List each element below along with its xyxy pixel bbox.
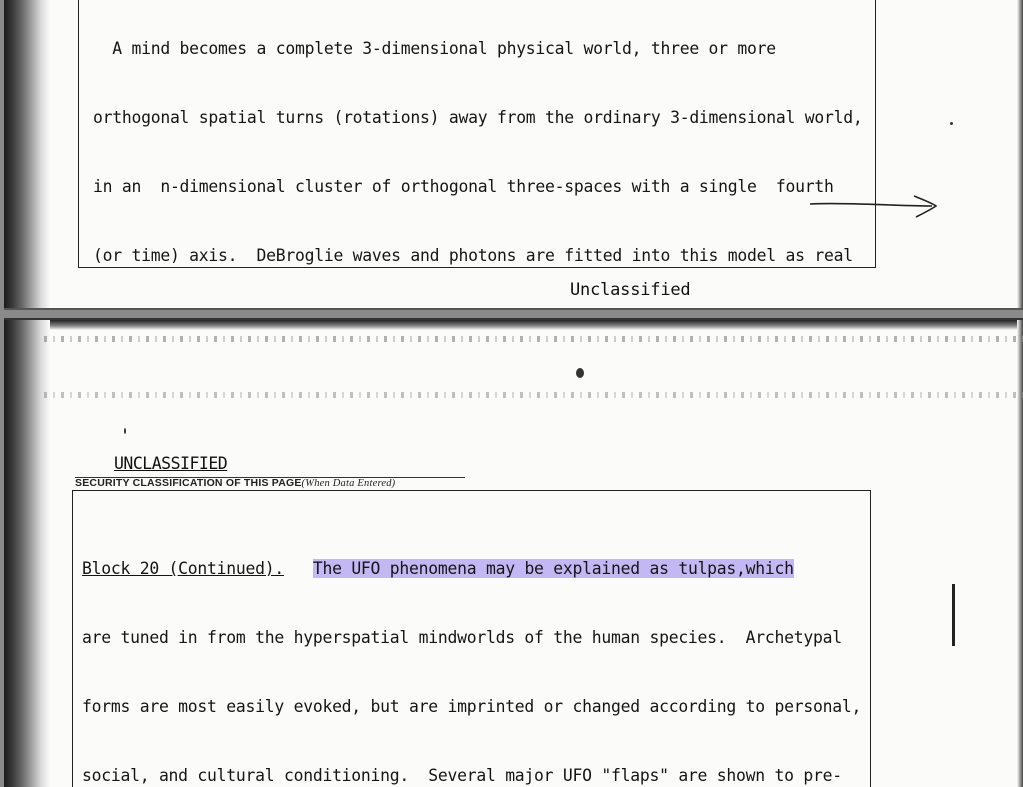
scan-edge-shadow-right bbox=[1017, 0, 1023, 308]
scanned-page-bottom bbox=[4, 318, 1023, 787]
text-line: are tuned in from the hyperspatial mindworlds of the human species. Archetypal bbox=[82, 628, 842, 647]
scan-edge-shadow bbox=[4, 0, 50, 308]
scan-blot bbox=[576, 368, 584, 378]
scan-noise bbox=[44, 392, 1023, 398]
text-line: in an n-dimensional cluster of orthogonal three-spaces with a single fourth bbox=[93, 177, 834, 196]
text-block-top bbox=[78, 0, 876, 268]
margin-mark bbox=[952, 584, 955, 646]
security-label-note: (When Data Entered) bbox=[301, 478, 396, 489]
highlighted-text[interactable]: The UFO phenomena may be explained as tulpas,which bbox=[312, 559, 794, 578]
text-line: orthogonal spatial turns (rotations) away from the ordinary 3-dimensional world, bbox=[93, 108, 863, 127]
first-line bbox=[82, 557, 880, 580]
scan-speck bbox=[124, 428, 126, 434]
security-classification-label bbox=[75, 477, 395, 489]
classification-header: UNCLASSIFIED bbox=[114, 454, 228, 473]
security-label-text: SECURITY CLASSIFICATION OF THIS PAGE bbox=[75, 477, 302, 489]
text-line: (or time) axis. DeBroglie waves and photons are fitted into this model as real bbox=[93, 246, 853, 265]
text-block-bottom bbox=[72, 490, 871, 787]
text-line: A mind becomes a complete 3-dimensional physical world, three or more bbox=[93, 39, 776, 58]
paragraph-top bbox=[93, 0, 891, 310]
scan-edge-shadow bbox=[4, 320, 50, 787]
paragraph-bottom bbox=[82, 511, 880, 787]
scan-noise bbox=[44, 336, 1023, 342]
handwritten-arrow-icon bbox=[804, 192, 944, 222]
text-line: social, and cultural conditioning. Several major UFO "flaps" are shown to pre- bbox=[82, 766, 842, 785]
scan-edge-shadow-right bbox=[1017, 320, 1023, 787]
scan-edge-top bbox=[4, 320, 1023, 330]
scan-speck bbox=[950, 122, 953, 125]
footer-classification: Unclassified bbox=[570, 280, 691, 300]
scanned-page-top bbox=[4, 0, 1023, 310]
text-line: forms are most easily evoked, but are imprinted or changed according to personal, bbox=[82, 697, 862, 716]
block-heading: Block 20 (Continued). bbox=[82, 559, 284, 578]
